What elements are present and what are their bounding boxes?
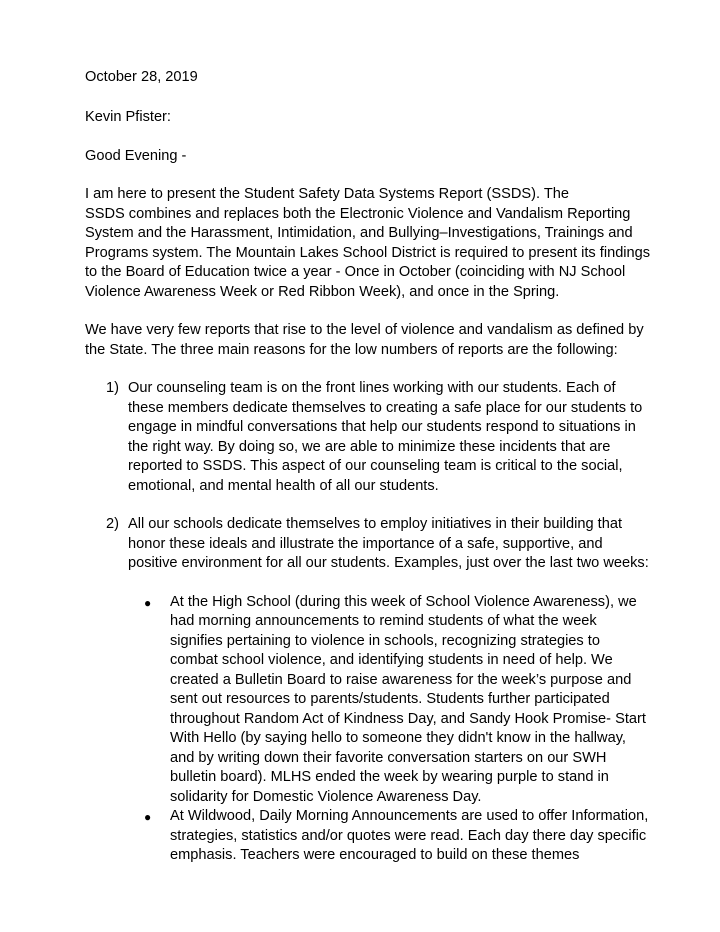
list-item-line: All our schools dedicate themselves to employ initiatives in their building that (128, 516, 623, 532)
bullet-line: had morning announcements to remind students of what the week (170, 613, 597, 629)
bullet-icon: ● (144, 810, 152, 824)
paragraph-line: the State. The three main reasons for the low numbers of reports are the following: (85, 342, 618, 358)
list-item-line: honor these ideals and illustrate the importance of a safe, supportive, and (128, 536, 603, 552)
list-number: 1) (106, 380, 119, 396)
paragraph-line: We have very few reports that rise to the level of violence and vandalism as defined by (85, 322, 644, 338)
bullet-line: With Hello (by saying hello to someone they didn't know in the hallway, (170, 730, 626, 746)
list-item-line: these members dedicate themselves to creating a safe place for our students to (128, 400, 643, 416)
letter-greeting: Good Evening - (85, 148, 187, 164)
paragraph-line: System and the Harassment, Intimidation, and Bullying–Investigations, Trainings and (85, 225, 633, 241)
bullet-line: signifies pertaining to violence in schools, recognizing strategies to (170, 633, 600, 649)
bullet-icon: ● (144, 596, 152, 610)
bullet-line: combat school violence, and identifying students in need of help. We (170, 652, 613, 668)
list-item-line: Our counseling team is on the front lines working with our students. Each of (128, 380, 616, 396)
bullet-line: bulletin board). MLHS ended the week by wearing purple to stand in (170, 769, 609, 785)
bullet-line: emphasis. Teachers were encouraged to build on these themes (170, 847, 580, 863)
bullet-line: created a Bulletin Board to raise awareness for the week’s purpose and (170, 672, 632, 688)
list-item-line: emotional, and mental health of all our students. (128, 478, 439, 494)
paragraph-line: I am here to present the Student Safety Data Systems Report (SSDS). The (85, 186, 569, 202)
list-item-line: reported to SSDS. This aspect of our counseling team is critical to the social, (128, 458, 623, 474)
paragraph-line: Programs system. The Mountain Lakes School District is required to present its findings (85, 245, 651, 261)
bullet-line: At the High School (during this week of School Violence Awareness), we (170, 594, 637, 610)
letter-recipient: Kevin Pfister: (85, 109, 171, 125)
bullet-line: solidarity for Domestic Violence Awareness Day. (170, 789, 482, 805)
paragraph-line: to the Board of Education twice a year - Once in October (coinciding with NJ School (85, 264, 626, 280)
letter-date: October 28, 2019 (85, 69, 198, 85)
bullet-line: strategies, statistics and/or quotes were read. Each day there day specific (170, 828, 647, 844)
paragraph-line: Violence Awareness Week or Red Ribbon Week), and once in the Spring. (85, 284, 560, 300)
list-item-line: the right way. By doing so, we are able to minimize these incidents that are (128, 439, 611, 455)
bullet-line: sent out resources to parents/students. Students further participated (170, 691, 610, 707)
list-item-line: positive environment for all our students. Examples, just over the last two weeks: (128, 555, 649, 571)
list-item-line: engage in mindful conversations that help our students respond to situations in (128, 419, 636, 435)
bullet-line: throughout Random Act of Kindness Day, and Sandy Hook Promise- Start (170, 711, 646, 727)
paragraph-line: SSDS combines and replaces both the Electronic Violence and Vandalism Reporting (85, 206, 631, 222)
bullet-line: At Wildwood, Daily Morning Announcements are used to offer Information, (170, 808, 649, 824)
bullet-line: and by writing down their favorite conversation starters on our SWH (170, 750, 607, 766)
list-number: 2) (106, 516, 119, 532)
